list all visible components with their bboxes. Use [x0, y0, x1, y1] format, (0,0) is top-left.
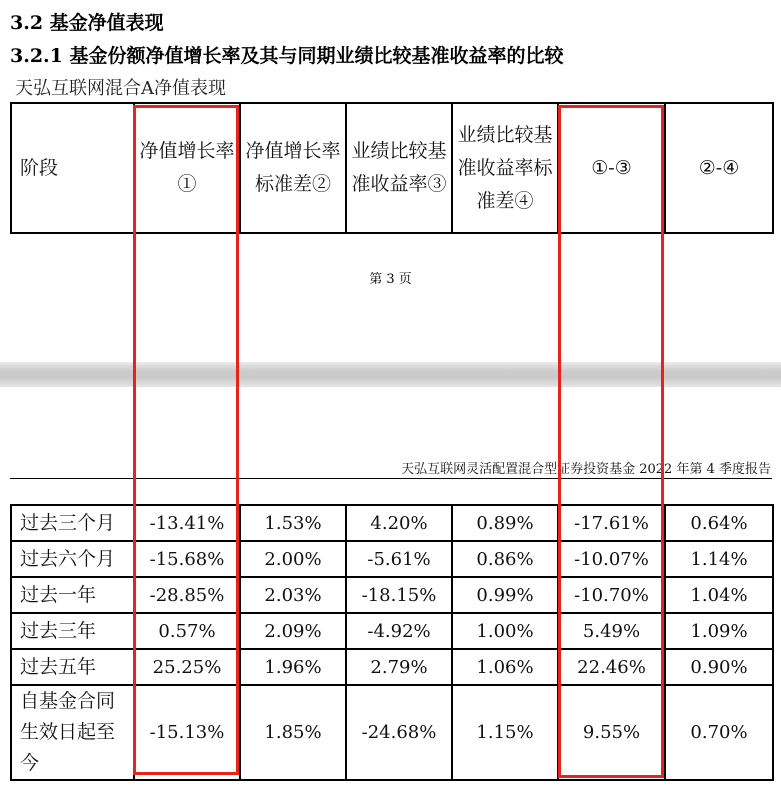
table-cell: 2.03% [240, 577, 346, 613]
row-period-cell: 自基金合同生效日起至今 [11, 685, 134, 780]
table-cell: 1.85% [240, 685, 346, 780]
report-running-header: 天弘互联网灵活配置混合型证券投资基金 2022 年第 4 季度报告 [401, 462, 771, 477]
table-row [11, 685, 773, 780]
table-cell: -5.61% [346, 541, 452, 577]
page-break-divider [0, 362, 781, 387]
table-cell: 1.04% [665, 577, 773, 613]
table-cell: 0.70% [665, 685, 773, 780]
table-cell: 0.90% [665, 649, 773, 685]
table-cell: 0.64% [665, 505, 773, 541]
section-title: 3.2 基金净值表现 [10, 12, 164, 34]
table-cell: 1.00% [452, 613, 558, 649]
table-row [11, 613, 773, 649]
table-cell: 0.57% [134, 613, 240, 649]
section-subtitle: 3.2.1 基金份额净值增长率及其与同期业绩比较基准收益率的比较 [10, 45, 564, 67]
table-cell: -28.85% [134, 577, 240, 613]
header-cell-diff-2-4: ②-④ [665, 103, 773, 233]
table-cell: -15.68% [134, 541, 240, 577]
row-period-cell: 过去五年 [11, 649, 134, 685]
table-cell: 5.49% [558, 613, 665, 649]
table-cell: -18.15% [346, 577, 452, 613]
table-cell: 1.06% [452, 649, 558, 685]
table-cell: 0.99% [452, 577, 558, 613]
table-cell: -24.68% [346, 685, 452, 780]
table-cell: -17.61% [558, 505, 665, 541]
table-cell: 0.86% [452, 541, 558, 577]
table-cell: 22.46% [558, 649, 665, 685]
table-cell: 1.14% [665, 541, 773, 577]
nav-table-header [10, 102, 774, 234]
table-cell: -4.92% [346, 613, 452, 649]
table-cell: 1.53% [240, 505, 346, 541]
table-row [11, 505, 773, 541]
table-cell: -13.41% [134, 505, 240, 541]
table-cell: 2.79% [346, 649, 452, 685]
row-period-cell: 过去三年 [11, 613, 134, 649]
table-row [11, 541, 773, 577]
table-cell: 1.09% [665, 613, 773, 649]
header-cell-benchmark-return: 业绩比较基准收益率③ [346, 103, 452, 233]
table-caption: 天弘互联网混合A净值表现 [15, 78, 226, 99]
table-cell: 1.96% [240, 649, 346, 685]
table-cell: 0.89% [452, 505, 558, 541]
table-cell: 1.15% [452, 685, 558, 780]
table-cell: 9.55% [558, 685, 665, 780]
table-cell: 25.25% [134, 649, 240, 685]
table-row [11, 649, 773, 685]
header-cell-benchmark-stddev: 业绩比较基准收益率标准差④ [452, 103, 558, 233]
row-period-cell: 过去三个月 [11, 505, 134, 541]
table-row [11, 577, 773, 613]
table-cell: 2.00% [240, 541, 346, 577]
header-cell-nav-stddev: 净值增长率标准差② [240, 103, 346, 233]
header-row [11, 103, 773, 233]
header-cell-diff-1-3: ①-③ [558, 103, 665, 233]
table-cell: -10.07% [558, 541, 665, 577]
table-cell: -10.70% [558, 577, 665, 613]
header-cell-nav-growth: 净值增长率① [134, 103, 240, 233]
table-cell: 2.09% [240, 613, 346, 649]
page-number: 第 3 页 [369, 272, 412, 287]
table-cell: 4.20% [346, 505, 452, 541]
row-period-cell: 过去一年 [11, 577, 134, 613]
nav-table-body [10, 504, 774, 781]
table-cell: -15.13% [134, 685, 240, 780]
header-rule [10, 478, 772, 479]
row-period-cell: 过去六个月 [11, 541, 134, 577]
header-cell-period: 阶段 [11, 103, 134, 233]
